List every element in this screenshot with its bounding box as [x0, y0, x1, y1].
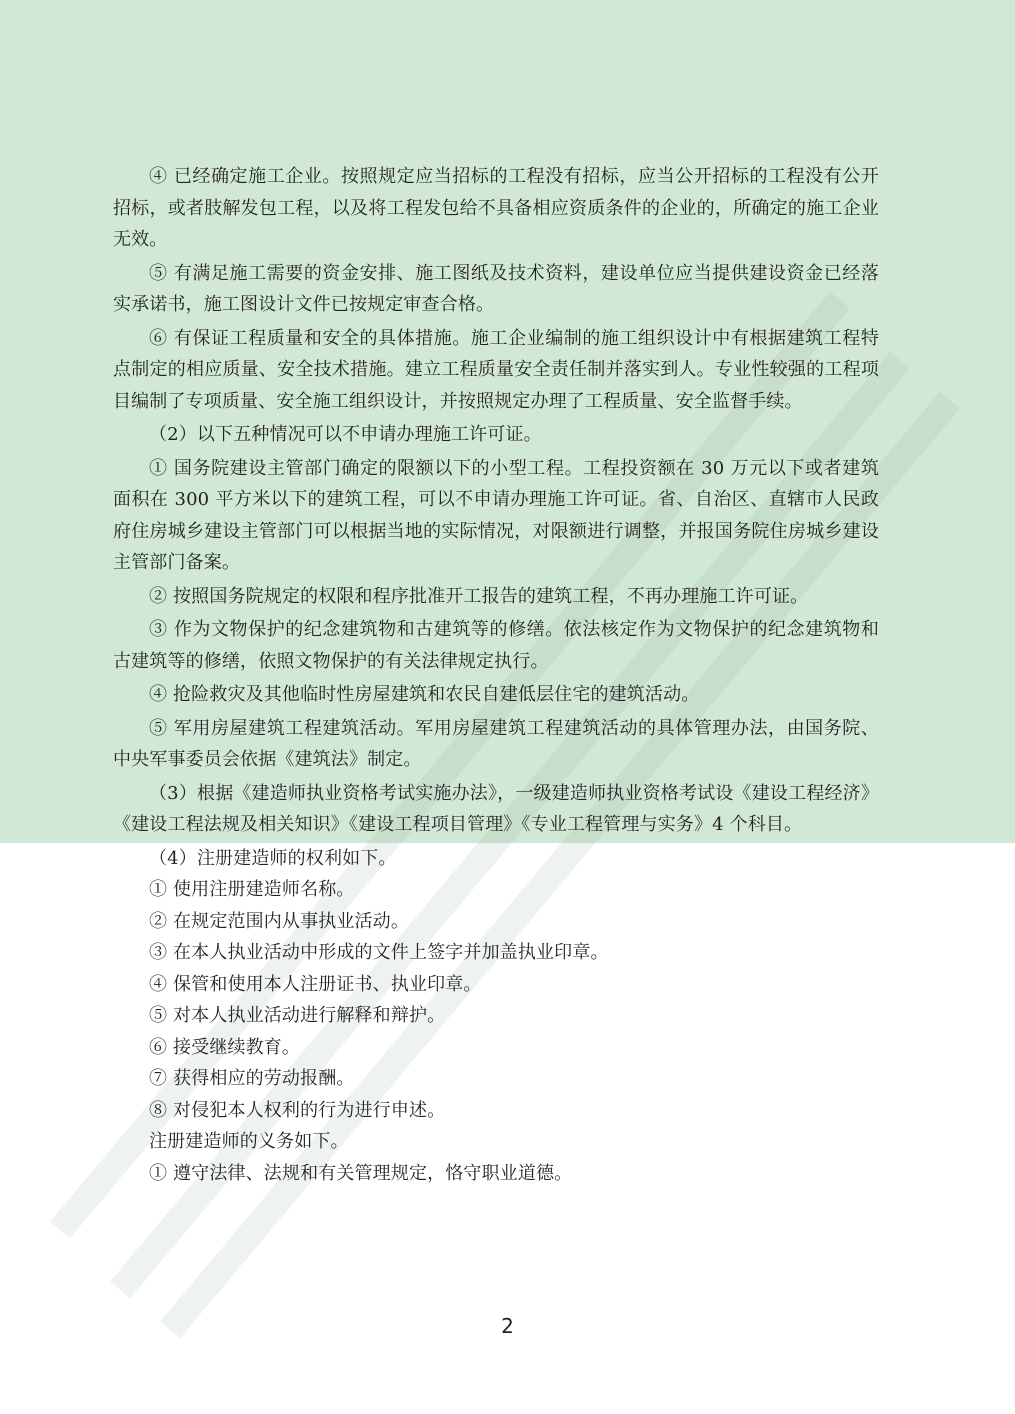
- paragraph: （2）以下五种情况可以不申请办理施工许可证。: [149, 424, 542, 445]
- paragraph: ③ 作为文物保护的纪念建筑物和古建筑等的修缮。依法核定作为文物保护的纪念建筑物和古建筑等的修缮，依照文物保护的有关法律规定执行。: [113, 619, 879, 672]
- paragraph: ② 按照国务院规定的权限和程序批准开工报告的建筑工程，不再办理施工许可证。: [149, 585, 809, 607]
- list-item: ⑧ 对侵犯本人权利的行为进行申述。: [149, 1099, 446, 1121]
- paragraph: ⑤ 有满足施工需要的资金安排、施工图纸及技术资料，建设单位应当提供建设资金已经落实承诺书，施工图设计文件已按规定审查合格。: [113, 262, 879, 315]
- list-item: ④ 保管和使用本人注册证书、执业印章。: [149, 973, 482, 995]
- list-item: ⑦ 获得相应的劳动报酬。: [149, 1068, 355, 1089]
- page-number: 2: [501, 1314, 514, 1338]
- document-body: [113, 161, 879, 1189]
- list-item: ② 在规定范围内从事执业活动。: [149, 910, 409, 932]
- rights-heading: （4）注册建造师的权利如下。: [149, 847, 397, 869]
- list-item: ⑥ 接受继续教育。: [149, 1036, 301, 1058]
- duties-heading: 注册建造师的义务如下。: [149, 1131, 349, 1152]
- paragraph: ⑥ 有保证工程质量和安全的具体措施。施工企业编制的施工组织设计中有根据建筑工程特点制定的相应质量、安全技术措施。建立工程质量安全责任制并落实到人。专业性较强的工程项目编制了专项质量、安全施工组织设计，并按照规定办理了工程质量、安全监督手续。: [113, 327, 879, 412]
- paragraph: ④ 抢险救灾及其他临时性房屋建筑和农民自建低层住宅的建筑活动。: [149, 684, 700, 705]
- paragraph: （3）根据《建造师执业资格考试实施办法》，一级建造师执业资格考试设《建设工程经济》《建设工程法规及相关知识》《建设工程项目管理》《专业工程管理与实务》4 个科目。: [113, 782, 879, 835]
- list-item: ⑤ 对本人执业活动进行解释和辩护。: [149, 1005, 446, 1026]
- paragraph: ④ 已经确定施工企业。按照规定应当招标的工程没有招标，应当公开招标的工程没有公开招标，或者肢解发包工程，以及将工程发包给不具备相应资质条件的企业的，所确定的施工企业无效。: [113, 166, 879, 250]
- list-item: ③ 在本人执业活动中形成的文件上签字并加盖执业印章。: [149, 942, 609, 963]
- paragraph: ⑤ 军用房屋建筑工程建筑活动。军用房屋建筑工程建筑活动的具体管理办法，由国务院、中央军事委员会依据《建筑法》制定。: [113, 717, 879, 770]
- list-item: ① 使用注册建造师名称。: [149, 879, 355, 900]
- list-item: ① 遵守法律、法规和有关管理规定，恪守职业道德。: [149, 1162, 573, 1184]
- paragraph: ① 国务院建设主管部门确定的限额以下的小型工程。工程投资额在 30 万元以下或者建筑面积在 300 平方米以下的建筑工程，可以不申请办理施工许可证。省、自治区、直辖市人民政府住房城乡建设主管部门可以根据当地的实际情况，对限额进行调整，并报国务院住房城乡建设主管部门备案。: [113, 457, 879, 573]
